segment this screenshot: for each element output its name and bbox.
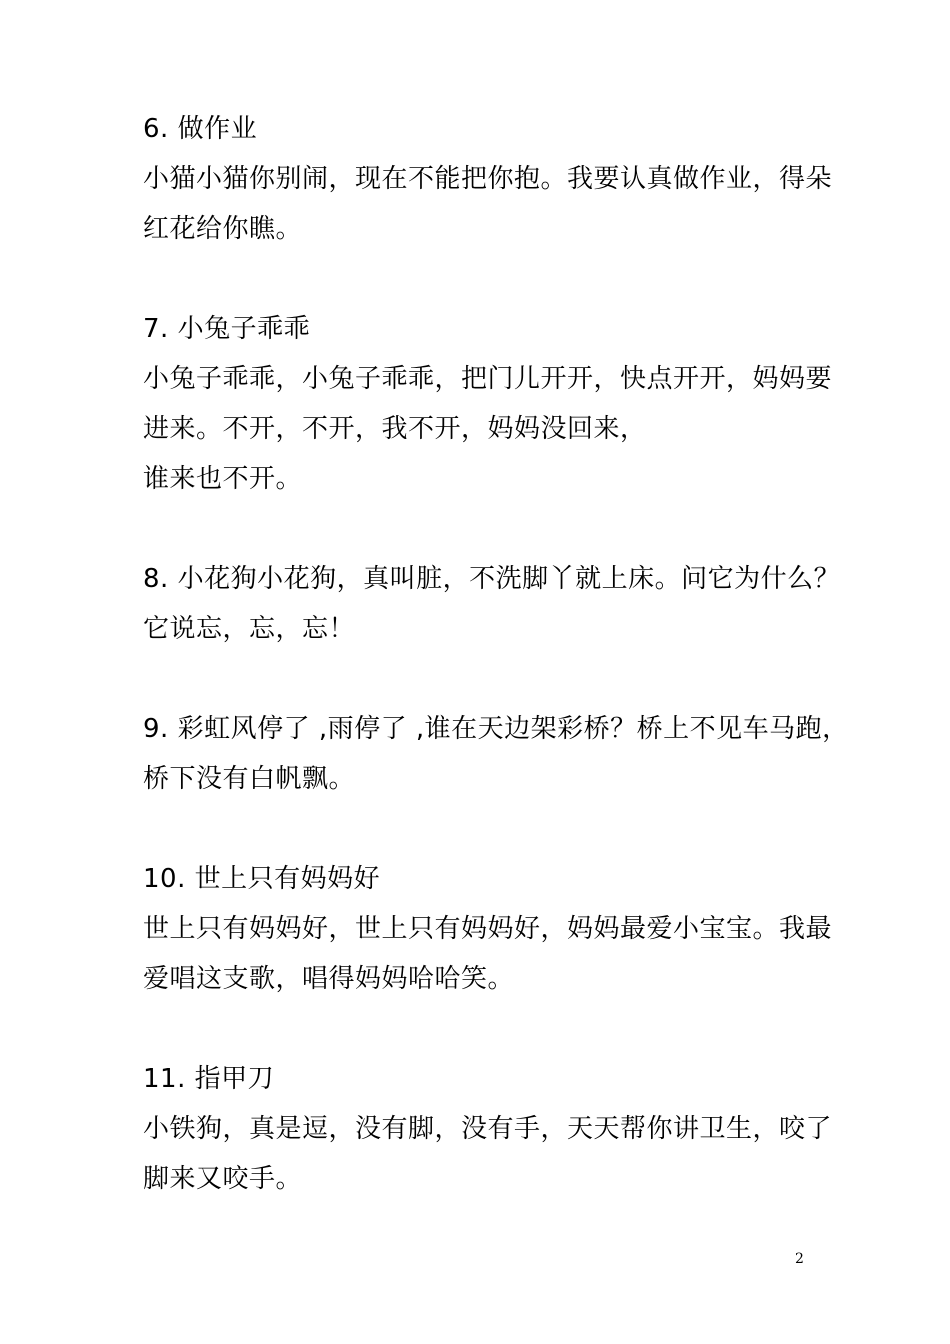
rhyme-title: 6. 做作业 [143,114,258,144]
page-number: 2 [795,1251,804,1267]
rhyme-line: 小铁狗，真是逗，没有脚，没有手，天天帮你讲卫生，咬了 [143,1114,833,1144]
rhyme-item-11 [143,1054,833,1204]
rhyme-item-10 [143,854,833,1004]
rhyme-line: 小猫小猫你别闹，现在不能把你抱。我要认真做作业，得朵 [143,164,833,194]
rhyme-line: 脚来又咬手。 [143,1164,303,1194]
rhyme-title: 11. 指甲刀 [143,1064,275,1094]
rhyme-item-7 [143,304,833,504]
rhyme-line: 爱唱这支歌，唱得妈妈哈哈笑。 [143,964,515,994]
rhyme-line: 它说忘，忘，忘！ [143,614,356,644]
rhyme-line: 进来。不开，不开，我不开，妈妈没回来， [143,414,647,444]
page-content [143,104,849,1254]
rhyme-line: 桥下没有白帆飘。 [143,764,356,794]
rhyme-line: 红花给你瞧。 [143,214,303,244]
rhyme-item-8 [143,554,841,654]
rhyme-line: 世上只有妈妈好，世上只有妈妈好，妈妈最爱小宝宝。我最 [143,914,833,944]
rhyme-title: 10. 世上只有妈妈好 [143,864,381,894]
rhyme-title: 9. 彩虹风停了 ,雨停了 ,谁在天边架彩桥？桥上不见车马跑， [143,714,849,744]
rhyme-item-9 [143,704,849,804]
rhyme-title: 8. 小花狗小花狗，真叫脏，不洗脚丫就上床。问它为什么？ [143,564,841,594]
rhyme-item-6 [143,104,833,254]
rhyme-title: 7. 小兔子乖乖 [143,314,311,344]
rhyme-line: 谁来也不开。 [143,464,303,494]
rhyme-line: 小兔子乖乖，小兔子乖乖，把门儿开开，快点开开，妈妈要 [143,364,833,394]
